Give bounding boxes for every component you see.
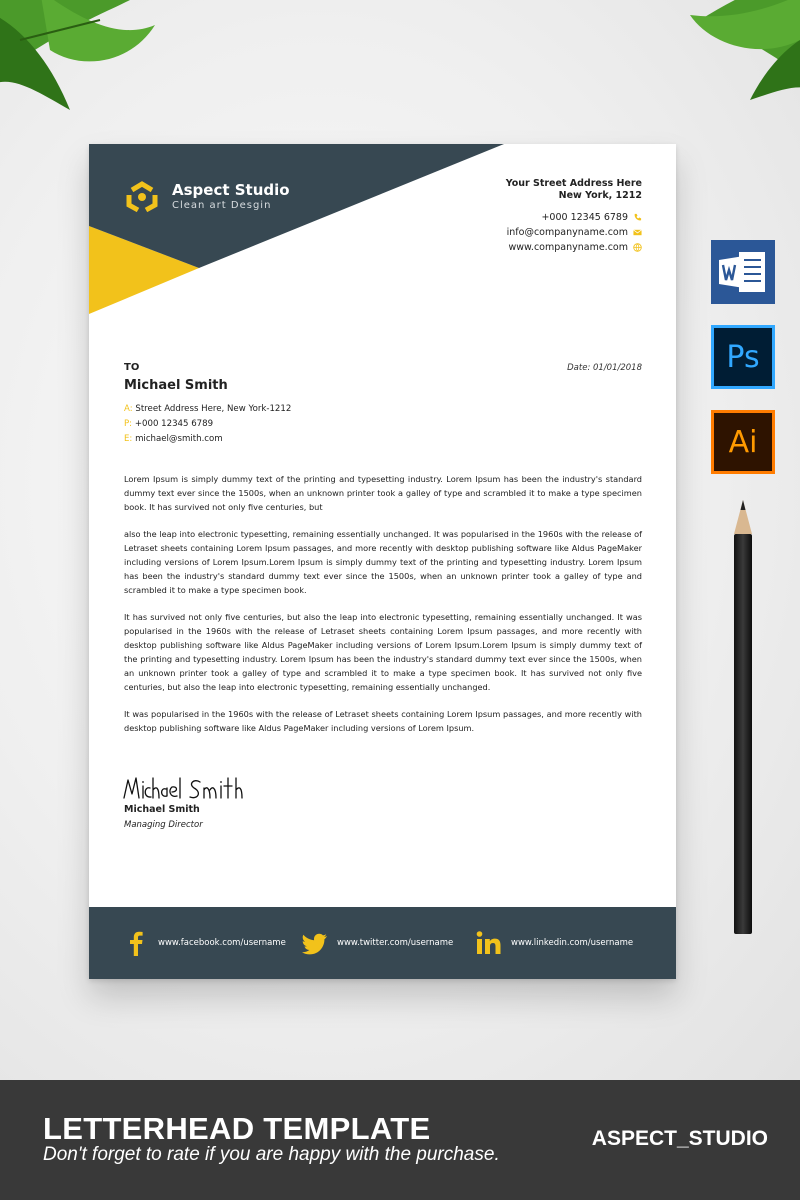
envelope-icon (633, 228, 642, 237)
recipient-address: Street Address Here, New York-1212 (135, 404, 292, 414)
photoshop-icon (711, 325, 775, 389)
company-email: info@companyname.com (506, 227, 628, 238)
letterhead-page (89, 144, 676, 979)
company-phone: +000 12345 6789 (541, 212, 628, 223)
paragraph: also the leap into electronic typesetting, remaining essentially unchanged. It was popularised in the 1960s with the release of Letraset sheets containing Lorem Ipsum passages, and more recently with desktop publishing software like Aldus PageMaker including versions of Lorem Ipsum.Lorem Ipsum is simply dummy text of the printing and typesetting industry. Lorem Ipsum has been the industry's standard dummy text ever since the 1500s, when an unknown printer took a galley of type and scrambled it to make a type specimen book. (124, 529, 642, 595)
pencil-decoration (728, 498, 758, 938)
twitter-icon (301, 929, 329, 957)
recipient-phone-row (124, 417, 291, 432)
phone-key: P: (124, 419, 133, 429)
company-website-row (506, 242, 642, 253)
leaf-decoration-left (0, 0, 170, 120)
facebook-icon (122, 929, 150, 957)
recipient-email: michael@smith.com (135, 434, 223, 444)
phone-icon (633, 213, 642, 222)
letter-body (124, 472, 642, 748)
address-key: A: (124, 404, 133, 414)
banner-subtitle: Don't forget to rate if you are happy with the purchase. (43, 1144, 500, 1165)
paragraph: It has survived not only five centuries, but also the leap into electronic typesetting, remaining essentially unchanged. It was popularised in the 1960s with the release of Letraset sheets containing Lorem Ipsum passages, and more recently with desktop publishing software like Aldus PageMaker including versions of Lorem Ipsum.Lorem Ipsum is simply dummy text of the printing and typesetting industry. Lorem Ipsum has been the industry's standard dummy text ever since the 1500s, when an unknown printer took a galley of type and scrambled it to make a type specimen book. It has survived not only five centuries, but also the leap into electronic typesetting, remaining essentially unchanged. (124, 612, 642, 692)
banner-title: LETTERHEAD TEMPLATE (43, 1111, 431, 1146)
handwritten-signature (122, 772, 272, 804)
paragraph: Lorem Ipsum is simply dummy text of the printing and typesetting industry. Lorem Ipsum has been the industry's standard dummy text ever since the 1500s, when an unknown printer took a galley of type and scrambled it to make a type specimen book. It has survived not only five centuries, but (124, 474, 642, 512)
signatory-title: Managing Director (124, 820, 203, 830)
recipient-to-label: TO (124, 362, 140, 373)
photoshop-label: Ps (726, 339, 760, 375)
footer-linkedin[interactable] (475, 929, 633, 957)
recipient-address-row (124, 402, 291, 417)
footer-twitter[interactable] (301, 929, 453, 957)
letter-footer (89, 907, 676, 979)
linkedin-link: www.linkedin.com/username (511, 938, 634, 948)
company-email-row (506, 227, 642, 238)
facebook-link: www.facebook.com/username (158, 938, 286, 948)
promo-banner (0, 1080, 800, 1200)
recipient-name: Michael Smith (124, 378, 228, 393)
logo-icon (124, 179, 160, 215)
company-address-line2: New York, 1212 (558, 190, 642, 201)
illustrator-label: Ai (728, 424, 758, 460)
footer-facebook[interactable] (122, 929, 286, 957)
company-website: www.companyname.com (508, 242, 628, 253)
company-phone-row (506, 212, 642, 223)
letter-date: Date: 01/01/2018 (567, 363, 642, 373)
brand-tagline: Clean art Desgin (172, 200, 272, 211)
leaf-decoration-right (670, 0, 800, 110)
illustrator-icon (711, 410, 775, 474)
brand-name: Aspect Studio (172, 181, 290, 199)
linkedin-icon (475, 929, 503, 957)
recipient-details (124, 402, 291, 447)
word-icon (711, 240, 775, 304)
banner-brand: ASPECT_STUDIO (591, 1127, 768, 1150)
twitter-link: www.twitter.com/username (337, 938, 454, 948)
signatory-name: Michael Smith (124, 804, 200, 815)
paragraph: It was popularised in the 1960s with the release of Letraset sheets containing Lorem Ipsum passages, and more recently with desktop publishing software like Aldus PageMaker including versions of Lorem Ipsum. (124, 709, 642, 733)
recipient-email-row (124, 432, 291, 447)
recipient-phone: +000 12345 6789 (134, 419, 214, 429)
globe-icon (633, 243, 642, 252)
company-address-line1: Your Street Address Here (505, 178, 642, 189)
email-key: E: (124, 434, 133, 444)
company-contact (506, 178, 642, 253)
